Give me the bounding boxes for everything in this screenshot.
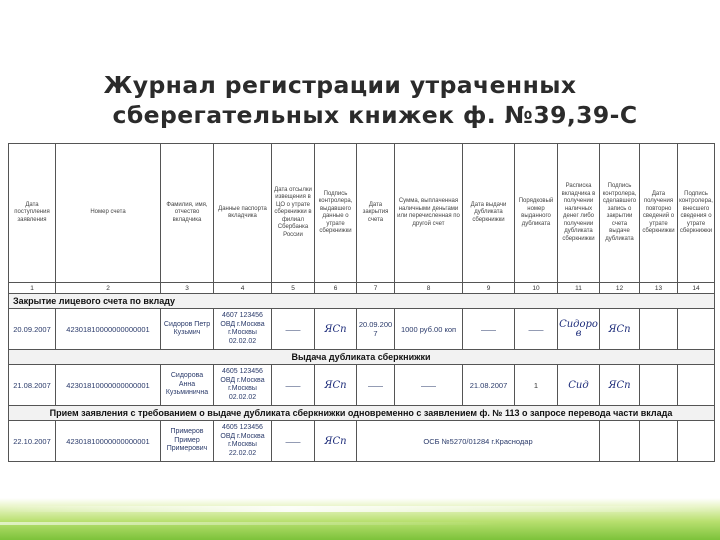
header-cell: Порядковый номер выданного дубликата xyxy=(515,144,558,283)
column-number: 7 xyxy=(357,283,395,294)
column-number: 1 xyxy=(9,283,56,294)
header-cell: Расписка вкладчика в получении наличных денег либо получении дубликата сберкнижки xyxy=(558,144,600,283)
cell-repeat-date xyxy=(640,421,678,462)
slide-title xyxy=(0,70,720,130)
header-cell: Подпись контролера, сделавшего запись о закрытии счета выдаче дубликата xyxy=(600,144,640,283)
cell-date: 21.08.2007 xyxy=(9,365,56,406)
cell-passport: 4605 123456 ОВД г.Москва г.Москвы 22.02.02 xyxy=(214,421,272,462)
section-row-closing xyxy=(9,294,715,309)
slide-title-line-1: Журнал регистрации утраченных xyxy=(103,71,577,99)
cell-account: 42301810000000000001 xyxy=(56,365,161,406)
section-row-duplicate xyxy=(9,350,715,365)
column-number: 9 xyxy=(463,283,515,294)
column-number: 3 xyxy=(161,283,214,294)
column-number: 11 xyxy=(558,283,600,294)
cell-controller-signature-3 xyxy=(678,365,715,406)
cell-date: 20.09.2007 xyxy=(9,309,56,350)
header-cell: Номер счета xyxy=(56,144,161,283)
cell-depositor-signature: Сидоров xyxy=(558,309,600,350)
header-cell: Сумма, выплаченная наличными деньгами или перечисленная по другой счет xyxy=(395,144,463,283)
section-title-duplicate: Выдача дубликата сберкнижки xyxy=(9,350,715,365)
cell-account: 42301810000000000001 xyxy=(56,421,161,462)
column-number: 6 xyxy=(315,283,357,294)
column-number: 2 xyxy=(56,283,161,294)
section-title-closing: Закрытие лицевого счета по вкладу xyxy=(9,294,715,309)
table-row xyxy=(9,365,715,406)
slide-title-line-2: сберегательных книжек ф. №39,39-С xyxy=(112,101,638,129)
cell-duplicate-date: —— xyxy=(463,309,515,350)
column-number: 4 xyxy=(214,283,272,294)
column-number: 14 xyxy=(678,283,715,294)
column-number-row xyxy=(9,283,715,294)
header-cell: Дата закрытия счета xyxy=(357,144,395,283)
header-cell: Дата поступления заявления xyxy=(9,144,56,283)
cell-depositor-signature: Сид xyxy=(558,365,600,406)
cell-passport: 4605 123456 ОВД г.Москва г.Москвы 02.02.02 xyxy=(214,365,272,406)
cell-repeat-date xyxy=(640,309,678,350)
column-number: 12 xyxy=(600,283,640,294)
cell-duplicate-date: 21.08.2007 xyxy=(463,365,515,406)
header-cell: Фамилия, имя, отчество вкладчика xyxy=(161,144,214,283)
header-cell: Подпись контролера, внесшего сведения о утрате сберкнижки xyxy=(678,144,715,283)
header-cell: Данные паспорта вкладчика xyxy=(214,144,272,283)
cell-notice-date: —— xyxy=(272,421,315,462)
column-number: 5 xyxy=(272,283,315,294)
cell-fio: Сидорова Анна Кузьминична xyxy=(161,365,214,406)
header-cell: Дата выдачи дубликата сберкнижки xyxy=(463,144,515,283)
cell-duplicate-number: —— xyxy=(515,309,558,350)
cell-passport: 4607 123456 ОВД г.Москва г.Москвы 02.02.02 xyxy=(214,309,272,350)
cell-controller-signature-2: ЯСп xyxy=(600,365,640,406)
cell-controller-signature: ЯСп xyxy=(315,421,357,462)
cell-date: 22.10.2007 xyxy=(9,421,56,462)
decorative-stripe-2 xyxy=(0,522,720,525)
header-cell: Дата отсылки извещения в ЦО о утрате сберкнижки в филиал Сбербанка России xyxy=(272,144,315,283)
table-row xyxy=(9,421,715,462)
column-number: 13 xyxy=(640,283,678,294)
column-number: 10 xyxy=(515,283,558,294)
decorative-bottom-band xyxy=(0,498,720,540)
cell-controller-signature-2: ЯСп xyxy=(600,309,640,350)
cell-notice-date: —— xyxy=(272,309,315,350)
cell-amount: 1000 руб.00 коп xyxy=(395,309,463,350)
cell-fio: Примеров Пример Примерович xyxy=(161,421,214,462)
section-row-claim xyxy=(9,406,715,421)
cell-controller-signature: ЯСп xyxy=(315,309,357,350)
header-row xyxy=(9,144,715,283)
header-cell: Дата получения повторно сведений о утрате сберкнижки xyxy=(640,144,678,283)
table-row xyxy=(9,309,715,350)
cell-close-date: 20.09.2007 xyxy=(357,309,395,350)
cell-duplicate-number: 1 xyxy=(515,365,558,406)
section-title-claim: Прием заявления с требованием о выдаче дубликата сберкнижки одновременно с заявлением ф. № 113 о запросе перевода части вклада xyxy=(9,406,715,421)
cell-transfer-branch: ОСБ №5270/01284 г.Краснодар xyxy=(357,421,600,462)
column-number: 8 xyxy=(395,283,463,294)
cell-notice-date: —— xyxy=(272,365,315,406)
journal-table xyxy=(8,143,715,462)
decorative-stripe xyxy=(0,506,720,512)
cell-account: 42301810000000000001 xyxy=(56,309,161,350)
cell-fio: Сидоров Петр Кузьмич xyxy=(161,309,214,350)
cell-controller-signature: ЯСп xyxy=(315,365,357,406)
cell-controller-signature-3 xyxy=(678,309,715,350)
header-cell: Подпись контролера, выдавшего данные о утрате сберкнижки xyxy=(315,144,357,283)
cell-repeat-date xyxy=(640,365,678,406)
cell-close-date: —— xyxy=(357,365,395,406)
cell-amount: —— xyxy=(395,365,463,406)
cell-controller-signature-3 xyxy=(678,421,715,462)
cell-controller-signature-2 xyxy=(600,421,640,462)
